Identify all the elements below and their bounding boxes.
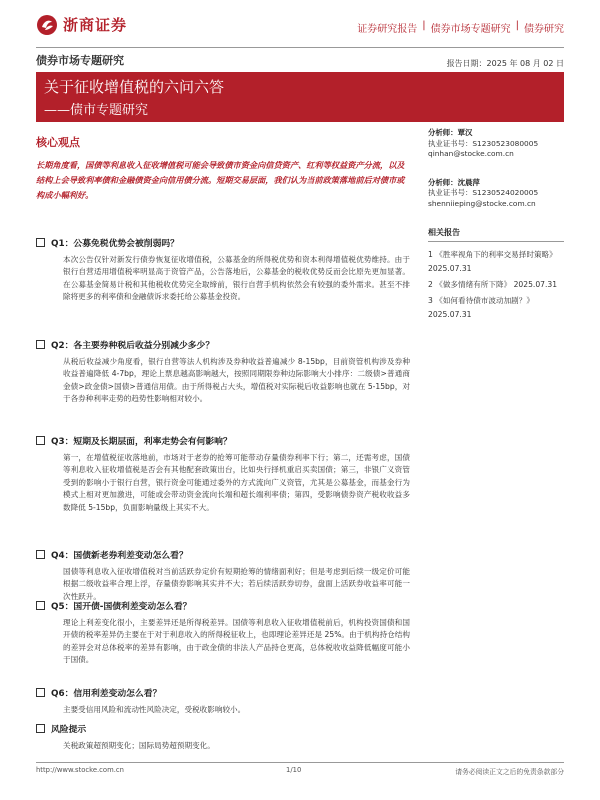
nav-item-bond-research[interactable]: 债券研究 xyxy=(524,24,564,35)
analyst-card xyxy=(428,128,564,160)
question-title: Q3：短期及长期层面，利率走势会有何影响？ xyxy=(51,437,232,447)
question-title: Q6：信用利差变动怎么看？ xyxy=(51,689,162,699)
question-block-q6 xyxy=(36,686,410,716)
question-title: Q4：国债新老券利差变动怎么看？ xyxy=(51,551,188,561)
analyst-email[interactable]: shenniieping@stocke.com.cn xyxy=(428,198,536,208)
analyst-card xyxy=(428,178,564,210)
checkbox-icon xyxy=(36,550,45,559)
nav-item-bond-topic[interactable]: 债券市场专题研究 xyxy=(430,24,511,35)
question-body: 从税后收益减少角度看，银行自营等法人机构涉及券种收益普遍减少 8-15bp，目前资管机构涉及券种收益普遍降低 4-7bp，理论上票息越高影响越大，按照同期限券种边际影响大小排序：二级债>普通商金债>政金债>国债>普通信用债。由于所得税占大头，增值税对实际税后收益影响也就在 5-15bp，对于各券种利率走势的趋势性影响相对较小。 xyxy=(63,357,410,404)
analyst-label: 分析师： xyxy=(428,128,458,137)
related-report-link[interactable]: 3 《如何看待债市波动加剧？》 2025.07.31 xyxy=(428,296,534,319)
analyst-cert: 执业证书号：S1230523080005 xyxy=(428,138,539,148)
question-body: 国债等利息收入征收增值税对当前活跃券定价有短期抢筹的情绪面利好；但是考虑到后续一级定价可能根据二级收益率合理上浮，存量债券影响其实并不大；若后续活跃券切券，盘面上活跃券收益率可能一次性跃升。 xyxy=(63,567,410,601)
core-view-heading: 核心观点 xyxy=(36,136,80,149)
logo-icon xyxy=(36,14,58,36)
analyst-name: 沈晨萍 xyxy=(457,177,480,187)
divider xyxy=(36,47,564,48)
checkbox-icon xyxy=(36,724,45,733)
checkbox-icon xyxy=(36,238,45,247)
related-reports-heading: 相关报告 xyxy=(428,227,564,242)
question-block-q3 xyxy=(36,434,410,514)
footer-disclaimer: 请务必阅读正文之后的免责条款部分 xyxy=(455,768,564,776)
checkbox-icon xyxy=(36,601,45,610)
section-label: 债券市场专题研究 xyxy=(36,54,124,67)
analyst-name: 覃汉 xyxy=(457,128,473,137)
question-body: 第一，在增值税征收落地前，市场对于老券的抢筹可能带动存量债券利率下行；第二，还需考虑，国债等利息收入征收增值税是否会有其他配套政策出台，比如央行择机重启买卖国债；第三，非银广义资管受到的影响小于银行自营，银行资金可能通过委外的方式流向广义资管，尤其是公募基金，而基金行为模式上相对更加激进，可能或会带动资金流向长端和超长端利率债；第四，受影响债券资产税收收益多数降低 5-15bp，负面影响量级上其实不大。 xyxy=(63,453,410,512)
lead-paragraph: 长期角度看，国债等利息收入征收增值税可能会导致债市资金向信贷资产、红利等权益资产分流，以及结构上会导致利率债和金融债资金向信用债分流。短期交易层面，我们认为当前政策落地前后对债市或构成小幅利好。 xyxy=(36,160,405,200)
logo xyxy=(36,14,127,36)
risk-title: 风险提示 xyxy=(51,725,87,735)
header xyxy=(0,0,600,48)
nav-item-report[interactable]: 证券研究报告 xyxy=(357,24,418,35)
footer-url[interactable]: http://www.stocke.com.cn xyxy=(36,766,124,774)
footer-divider xyxy=(36,762,564,763)
sidebar xyxy=(428,128,564,324)
related-report-link[interactable]: 1 《胜率视角下的利率交易择时策略》 2025.07.31 xyxy=(428,250,557,273)
analyst-label: 分析师： xyxy=(428,177,458,187)
question-title: Q1：公募免税优势会被削弱吗？ xyxy=(51,239,179,249)
checkbox-icon xyxy=(36,340,45,349)
related-reports-list xyxy=(428,248,564,322)
logo-text: 浙商证券 xyxy=(63,15,128,34)
top-nav: 证券研究报告 | 债券市场专题研究 | 债券研究 xyxy=(357,20,564,35)
question-body: 本次公告仅针对新发行债券恢复征收增值税，公募基金的所得税优势和资本利得增值税优势维持。由于银行自营适用增值税率明显高于资管产品，公告落地后，公募基金的税收优势反而会比原先更加显著。在公募基金简易计税和其他税收优势完全取缔前，银行自营手机构依然会有较强的委外需求。甚至不排除将更多的利率债和金融债诉求委托给公募基金投资。 xyxy=(63,255,410,302)
question-body: 理论上利差变化很小，主要差异还是所得税差异。国债等利息收入征收增值税前后，机构投资国债和国开债的税率差异仍主要在于对于利息收入的所得税征收上，也即理论差异还是 25%。由于机构持仓结构的差异会对总体税率的差异有影响，由于政金债的非法人产品持仓更高，总体税收收益降低幅度可能小于国债。 xyxy=(63,618,410,665)
question-body: 主要受信用风险和流动性风险决定，受税收影响较小。 xyxy=(63,705,246,714)
question-block-q5 xyxy=(36,599,410,667)
question-block-q1 xyxy=(36,236,410,304)
related-report-link[interactable]: 2 《做多情绪有所下降》 2025.07.31 xyxy=(428,280,558,289)
title-banner xyxy=(36,72,564,122)
page-number: 1/10 xyxy=(286,766,302,774)
question-title: Q5：国开债-国债利差变动怎么看？ xyxy=(51,602,192,612)
question-block-q2 xyxy=(36,338,410,406)
question-block-q4 xyxy=(36,548,410,603)
page-title: 关于征收增值税的六问六答 xyxy=(44,78,225,96)
risk-body: 关税政策超预期变化；国际局势超预期变化。 xyxy=(63,741,215,750)
analyst-cert: 执业证书号：S1230524020005 xyxy=(428,188,539,197)
analyst-email[interactable]: qinhan@stocke.com.cn xyxy=(428,149,514,158)
page-subtitle: ——债市专题研究 xyxy=(44,103,149,118)
risk-block xyxy=(36,722,410,752)
question-title: Q2：各主要券种税后收益分别减少多少？ xyxy=(51,341,215,351)
checkbox-icon xyxy=(36,688,45,697)
report-date: 报告日期：2025 年 08 月 02 日 xyxy=(446,59,564,68)
checkbox-icon xyxy=(36,436,45,445)
main-content xyxy=(36,128,410,213)
